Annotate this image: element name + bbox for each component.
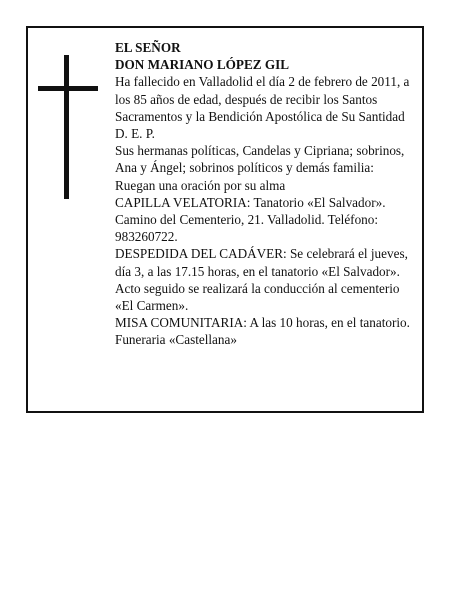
notice-paragraph-death: Ha fallecido en Valladolid el día 2 de febrero de 2011, a los 85 años de edad, después de recibir los Santos Sacramentos y la Bendición Apostólica de Su Santidad D. E. P.: [115, 74, 410, 142]
obituary-notice: [26, 26, 424, 413]
notice-paragraph-wake: CAPILLA VELATORIA: Tanatorio «El Salvador». Camino del Cementerio, 21. Valladolid. Teléfono: 983260722.: [115, 194, 386, 245]
notice-paragraph-funeral-home: Funeraria «Castellana»: [115, 332, 237, 348]
cross-horizontal-bar: [38, 86, 98, 91]
notice-paragraph-farewell: DESPEDIDA DEL CADÁVER: Se celebrará el jueves, día 3, a las 17.15 horas, en el tanatorio «El Salvador». Acto seguido se realizará la conducción al cementerio «El Carmen».: [115, 246, 408, 314]
notice-text: [115, 39, 419, 349]
cross-vertical-bar: [64, 55, 69, 199]
notice-heading-line1: EL SEÑOR: [115, 40, 181, 55]
notice-paragraph-prayer: Ruegan una oración por su alma: [115, 177, 286, 193]
notice-heading-line2: DON MARIANO LÓPEZ GIL: [115, 57, 290, 73]
notice-paragraph-mass: MISA COMUNITARIA: A las 10 horas, en el tanatorio.: [115, 315, 410, 331]
notice-paragraph-family: Sus hermanas políticas, Candelas y Cipriana; sobrinos, Ana y Ángel; sobrinos políticos y demás familia:: [115, 143, 405, 176]
cross-icon: [38, 55, 98, 199]
